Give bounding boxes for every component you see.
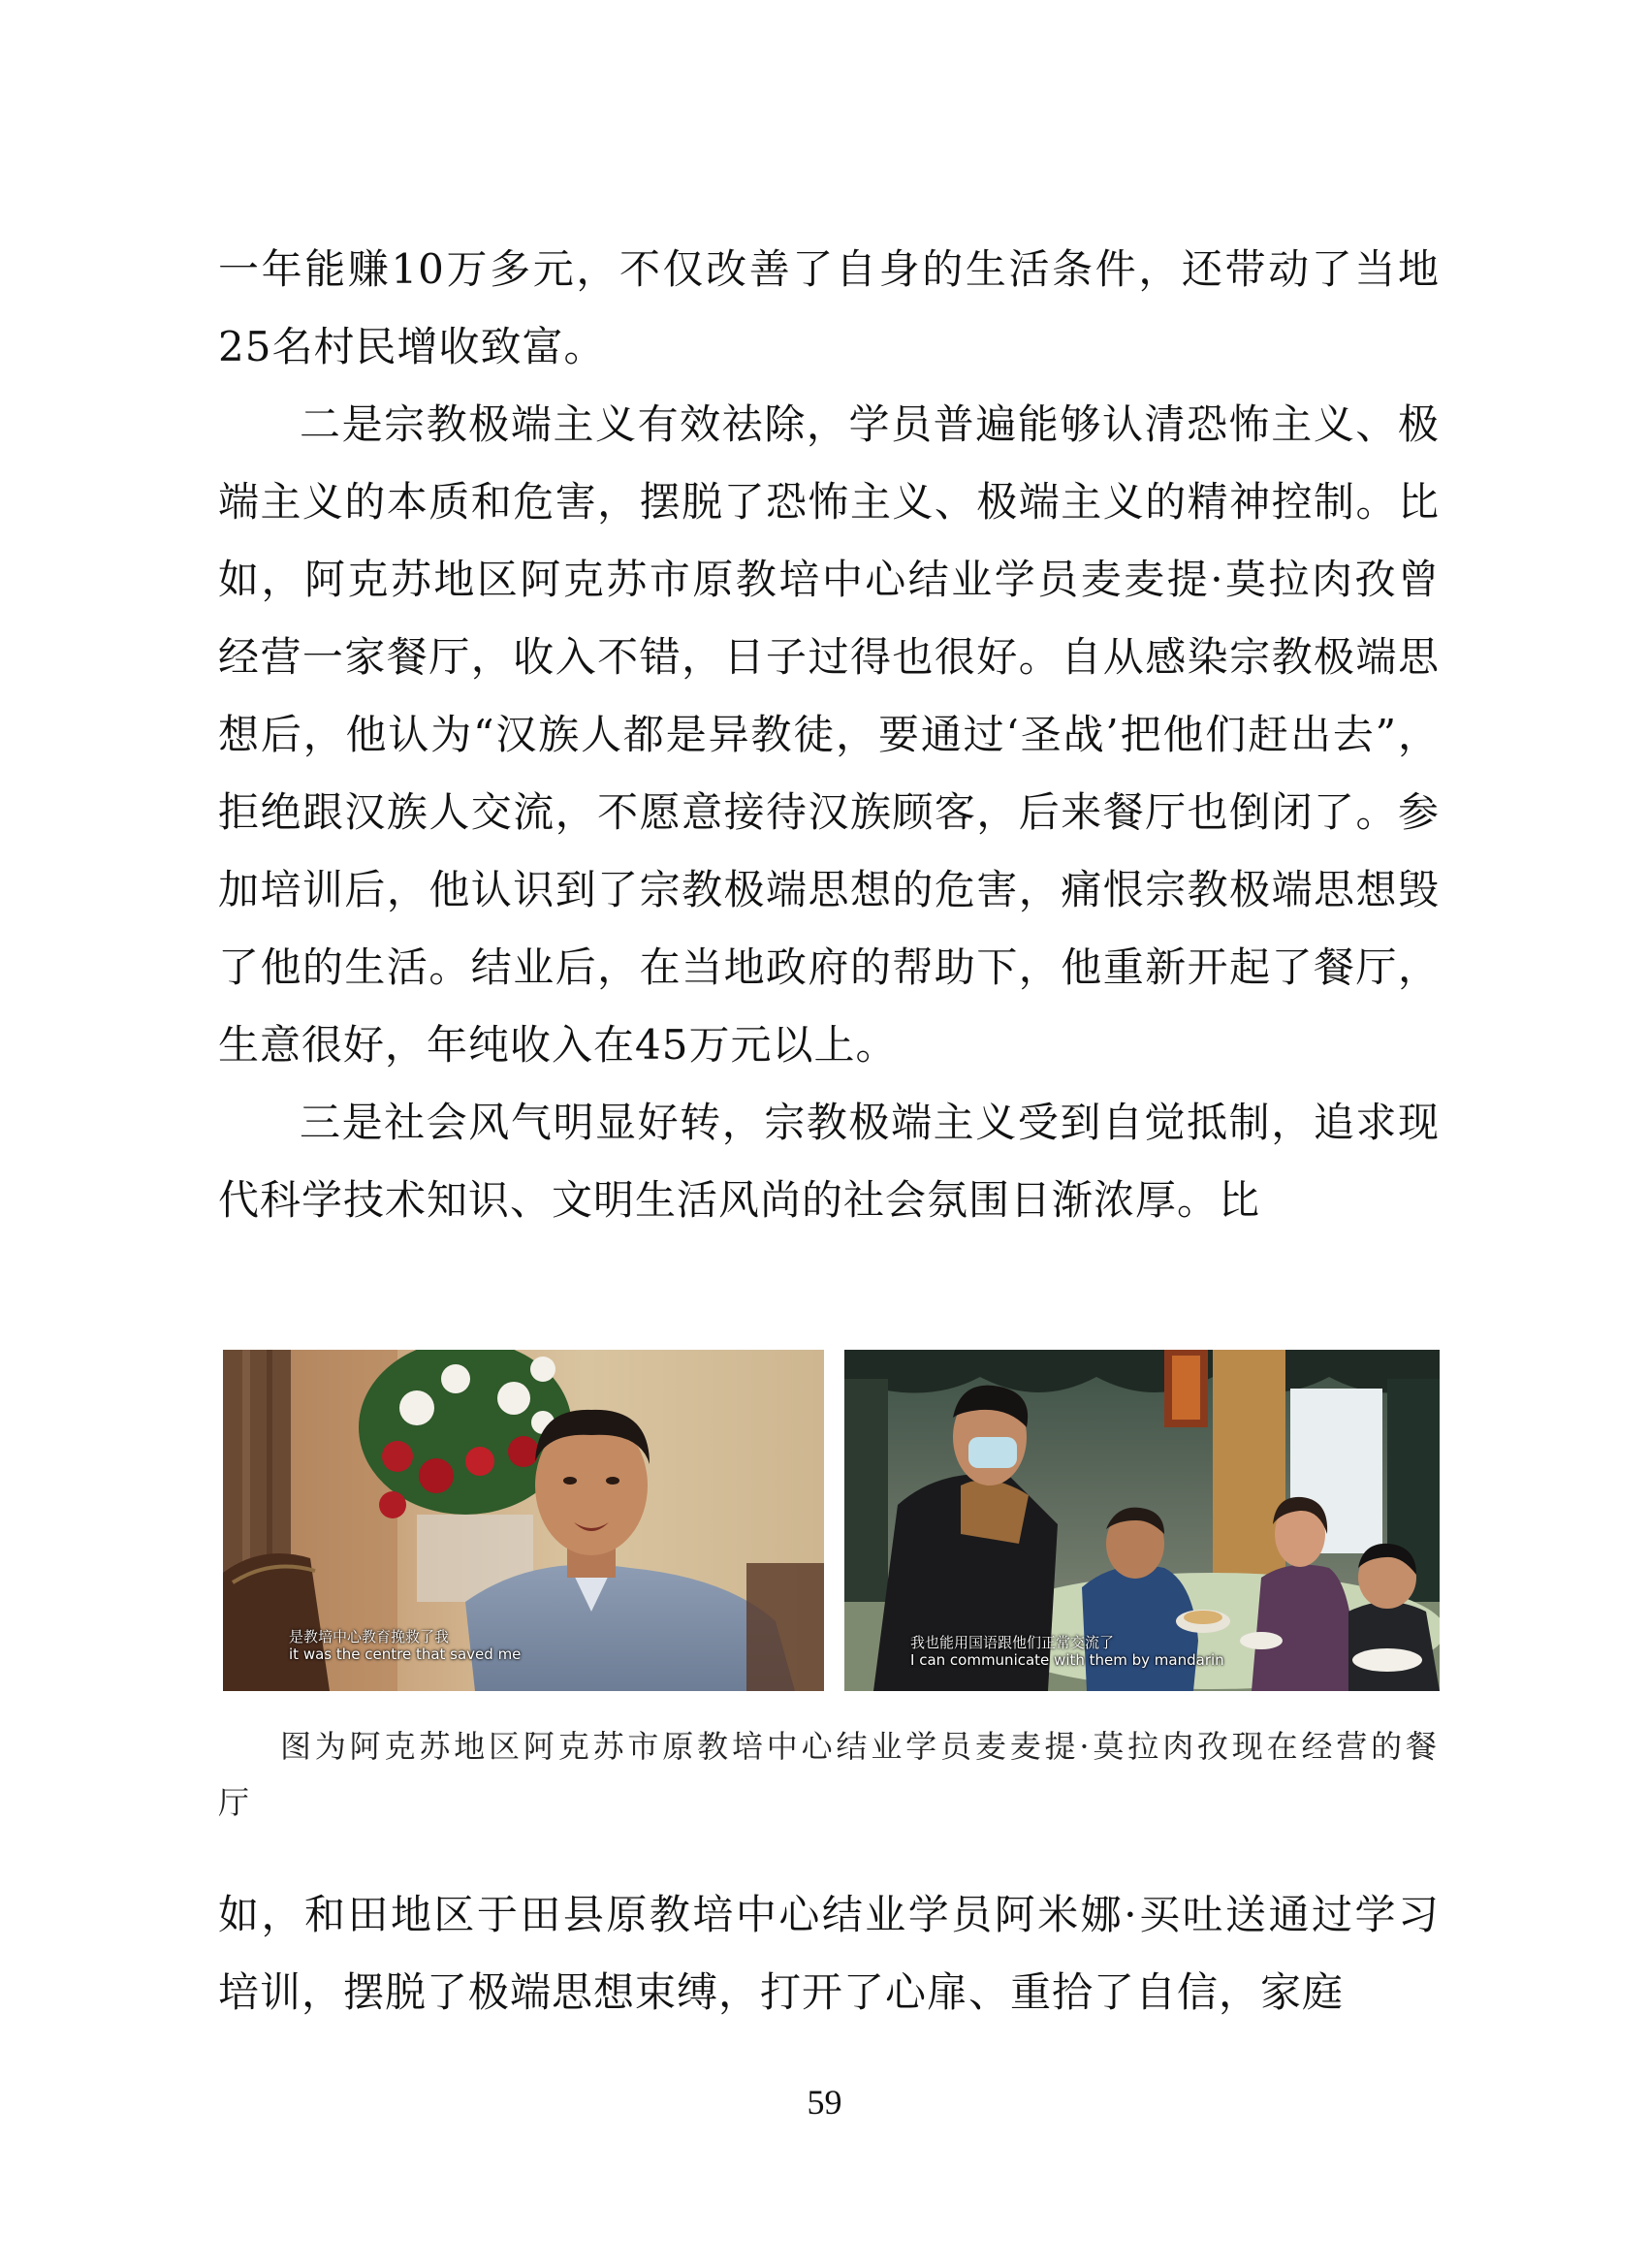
figure-caption: 图为阿克苏地区阿克苏市原教培中心结业学员麦麦提·莫拉肉孜现在经营的餐厅 (218, 1728, 1440, 1821)
video-subtitle-left (289, 1628, 824, 1663)
video-subtitle-right (910, 1634, 1440, 1669)
paragraph-4: 如，和田地区于田县原教培中心结业学员阿米娜·买吐送通过学习培训，摆脱了极端思想束缚，打开了心扉、重拾了自信，家庭 (218, 1891, 1440, 2016)
paragraph-2: 二是宗教极端主义有效祛除，学员普遍能够认清恐怖主义、极端主义的本质和危害，摆脱了恐怖主义、极端主义的精神控制。比如，阿克苏地区阿克苏市原教培中心结业学员麦麦提·莫拉肉孜曾经营一家餐厅，收入不错，日子过得也很好。自从感染宗教极端思想后，他认为“汉族人都是异教徒，要通过‘圣战’把他们赶出去”，拒绝跟汉族人交流，不愿意接待汉族顾客，后来餐厅也倒闭了。参加培训后，他认识到了宗教极端思想的危害，痛恨宗教极端思想毁了他的生活。结业后，在当地政府的帮助下，他重新开起了餐厅，生意很好，年纯收入在45万元以上。 (218, 400, 1440, 1069)
subtitle-english: I can communicate with them by mandarin (910, 1651, 1224, 1669)
subtitle-chinese: 是教培中心教育挽救了我 (289, 1628, 450, 1645)
page-number: 59 (807, 2083, 842, 2122)
photo-interview (223, 1350, 824, 1691)
photo-restaurant (844, 1350, 1440, 1691)
body-text-top (218, 231, 1440, 1239)
body-text-bottom (218, 1876, 1440, 2031)
paragraph-1: 一年能赚10万多元，不仅改善了自身的生活条件，还带动了当地25名村民增收致富。 (218, 245, 1440, 370)
subtitle-english: it was the centre that saved me (289, 1645, 522, 1663)
photo-row (223, 1350, 1440, 1691)
paragraph-3: 三是社会风气明显好转，宗教极端主义受到自觉抵制，追求现代科学技术知识、文明生活风尚的社会氛围日渐浓厚。比 (218, 1099, 1440, 1224)
subtitle-chinese: 我也能用国语跟他们正常交流了 (910, 1634, 1115, 1651)
